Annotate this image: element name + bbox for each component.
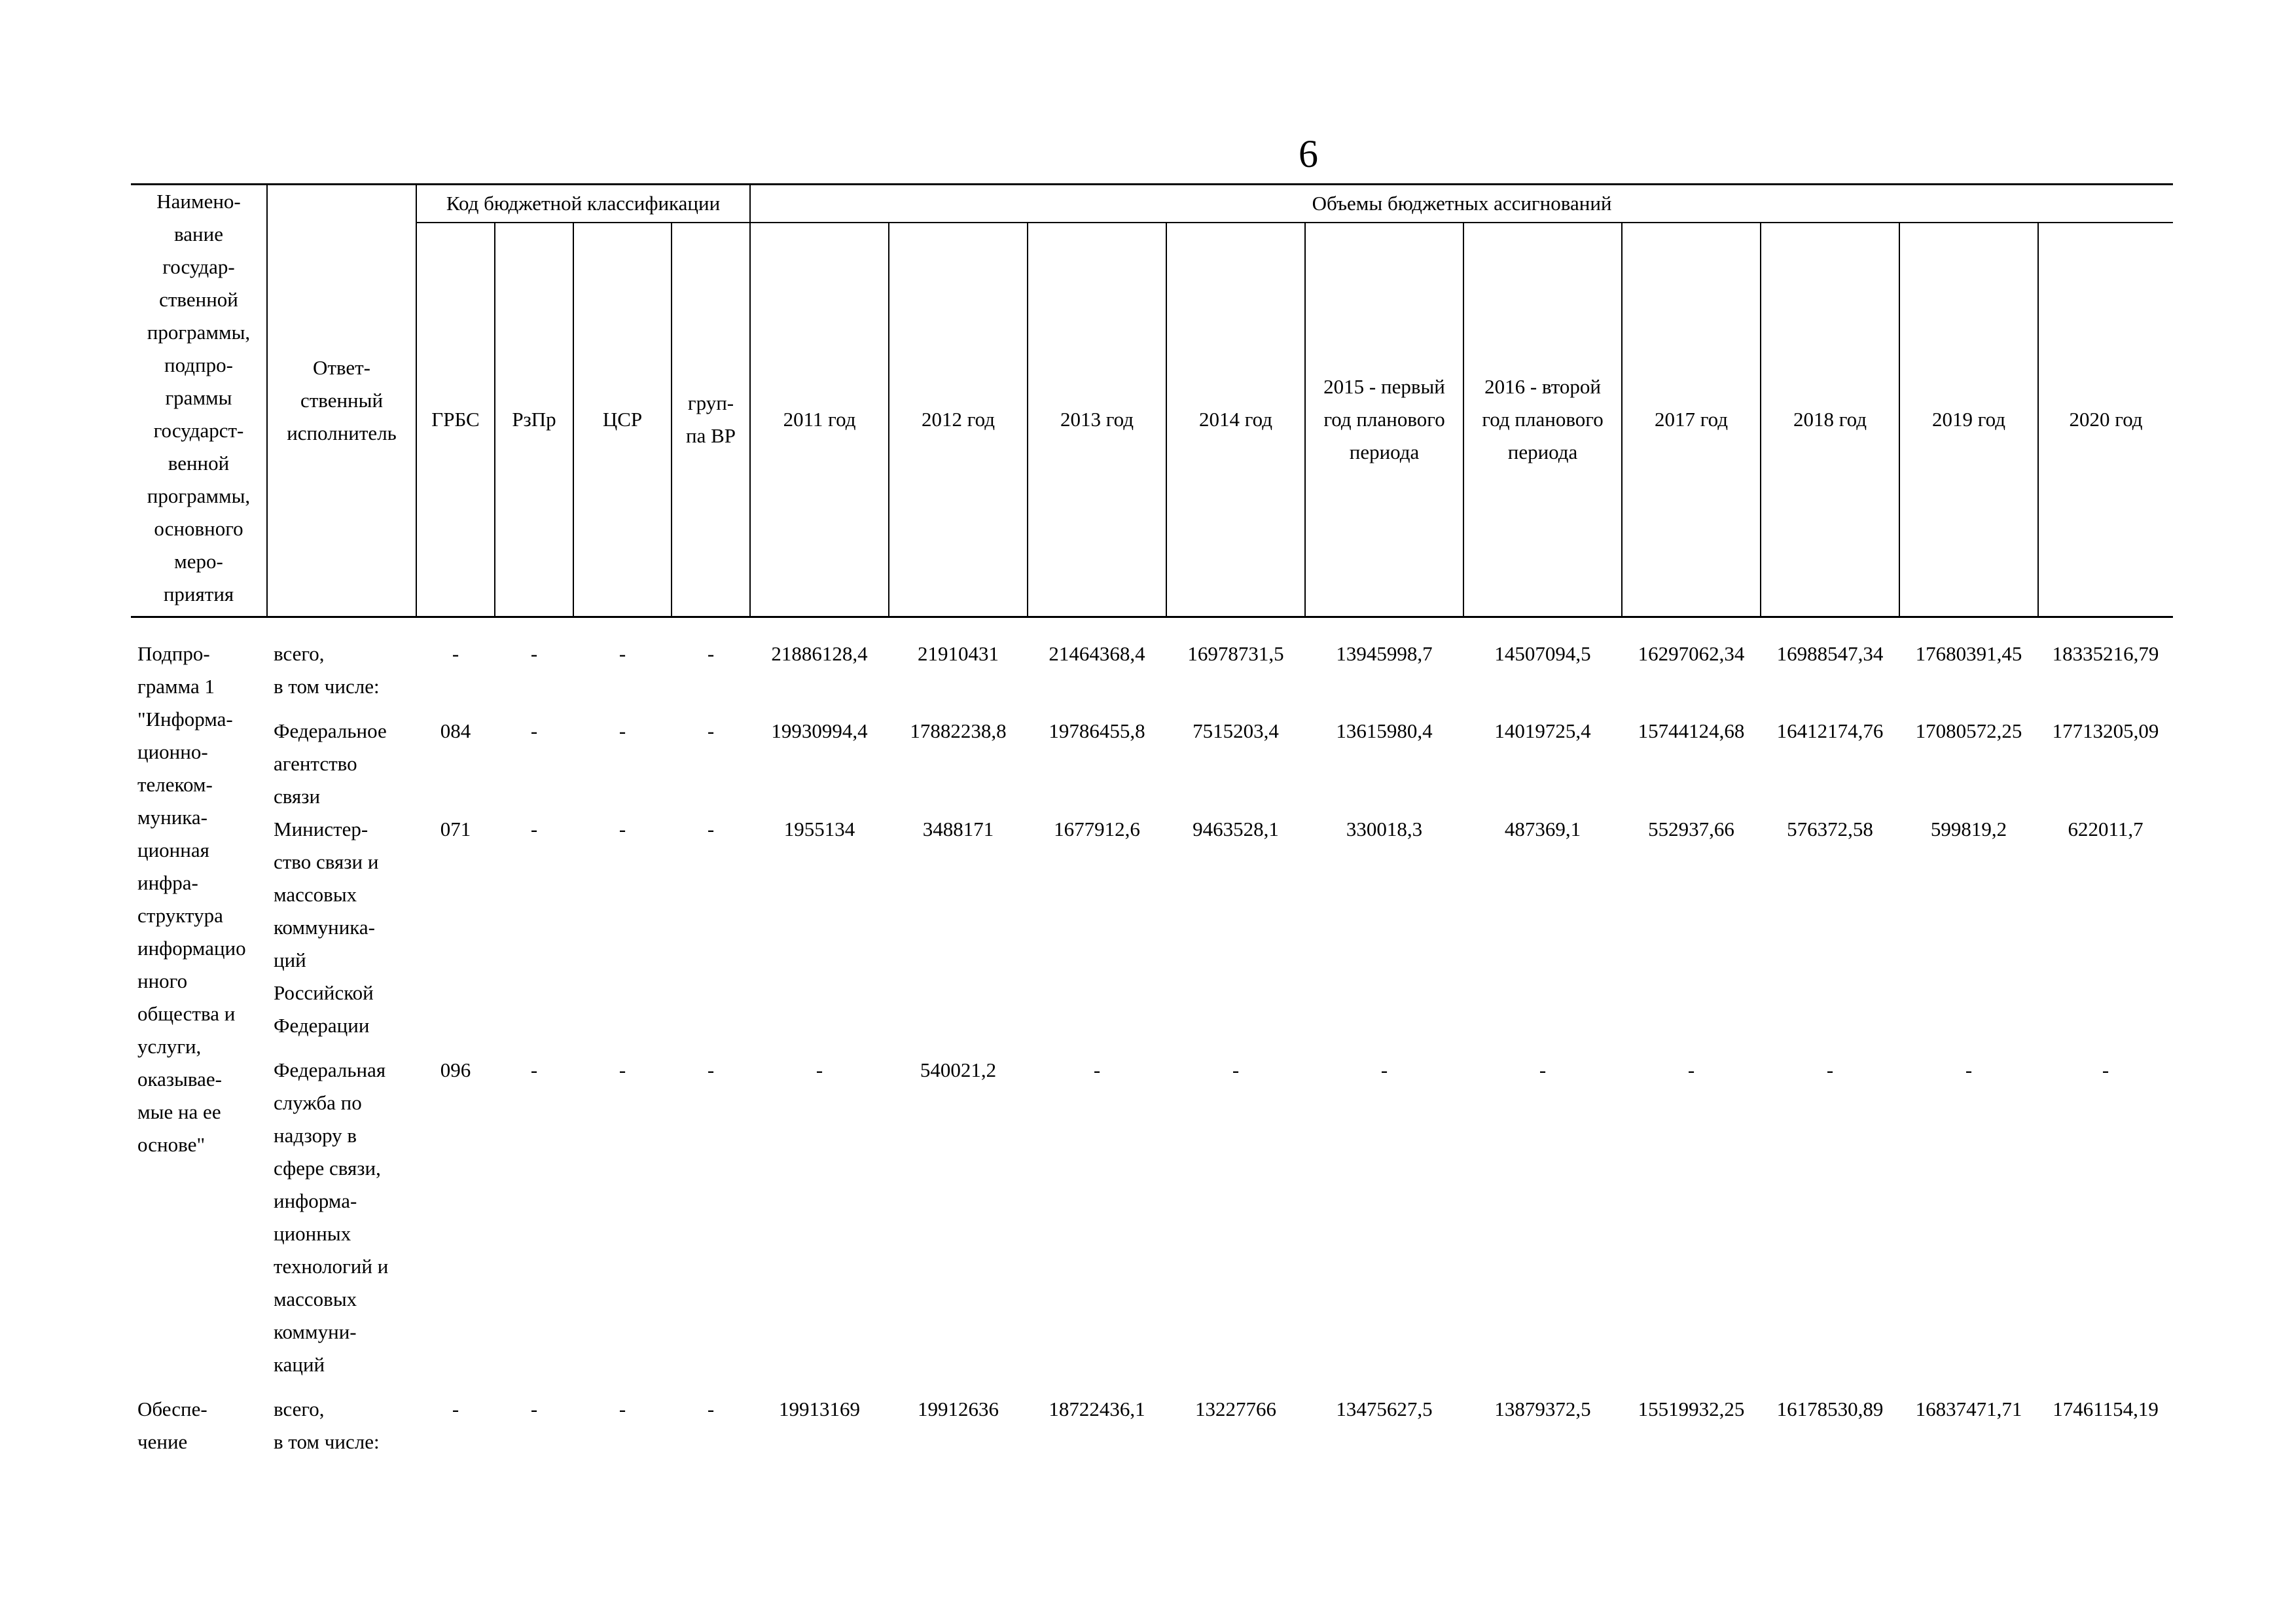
value-cell: - — [1687, 1058, 1695, 1081]
value-cell: 13879372,5 — [1494, 1398, 1591, 1420]
value-cell: 16178530,89 — [1776, 1398, 1884, 1420]
header-year-2016: 2016 - второй год планового периода — [1463, 223, 1622, 617]
code-cell: - — [530, 1058, 538, 1081]
value-cell: 17882238,8 — [910, 719, 1007, 742]
code-cell: 096 — [440, 1058, 471, 1081]
header-year-2018: 2018 год — [1761, 223, 1899, 617]
executor-cell: Министер- ство связи и массовых коммуника- ций Российской Федерации — [274, 818, 379, 1037]
value-cell: 16978731,5 — [1187, 642, 1284, 665]
table-header — [131, 185, 2173, 617]
header-volumes-group: Объемы бюджетных ассигнований — [750, 185, 2173, 223]
value-cell: 7515203,4 — [1193, 719, 1279, 742]
table-row — [131, 703, 2173, 813]
value-cell: 19912636 — [918, 1398, 999, 1420]
header-year-2019: 2019 год — [1899, 223, 2038, 617]
header-year-2014: 2014 год — [1166, 223, 1305, 617]
header-vr-group: груп- па ВР — [672, 223, 750, 617]
value-cell: 18335216,79 — [2052, 642, 2159, 665]
code-cell: - — [619, 642, 626, 665]
executor-cell: Федеральная служба по надзору в сфере связи, информа- ционных технологий и массовых коммуни- каций — [274, 1058, 389, 1376]
value-cell: 15744124,68 — [1638, 719, 1745, 742]
header-year-2013: 2013 год — [1028, 223, 1166, 617]
code-cell: 084 — [440, 719, 471, 742]
value-cell: - — [1826, 1058, 1834, 1081]
code-cell: - — [707, 818, 715, 840]
code-cell: - — [619, 719, 626, 742]
value-cell: 16412174,76 — [1776, 719, 1884, 742]
value-cell: - — [2102, 1058, 2109, 1081]
code-cell: - — [452, 642, 459, 665]
value-cell: 1677912,6 — [1054, 818, 1140, 840]
table-row — [131, 1381, 2173, 1458]
value-cell: 21910431 — [918, 642, 999, 665]
value-cell: 3488171 — [922, 818, 994, 840]
code-cell: - — [707, 719, 715, 742]
executor-cell: всего, в том числе: — [274, 642, 380, 698]
value-cell: 14507094,5 — [1494, 642, 1591, 665]
header-year-2011: 2011 год — [750, 223, 889, 617]
code-cell: - — [530, 818, 538, 840]
code-cell: - — [707, 1058, 715, 1081]
value-cell: 13475627,5 — [1336, 1398, 1433, 1420]
value-cell: 16837471,71 — [1915, 1398, 2022, 1420]
table-row — [131, 617, 2173, 704]
value-cell: 330018,3 — [1346, 818, 1423, 840]
code-cell: - — [707, 642, 715, 665]
header-year-2017: 2017 год — [1622, 223, 1761, 617]
code-cell: - — [707, 1398, 715, 1420]
value-cell: 599819,2 — [1930, 818, 2007, 840]
header-year-2012: 2012 год — [889, 223, 1028, 617]
code-cell: - — [530, 719, 538, 742]
value-cell: 17680391,45 — [1915, 642, 2022, 665]
value-cell: 552937,66 — [1648, 818, 1734, 840]
header-year-2020: 2020 год — [2038, 223, 2173, 617]
value-cell: 18722436,1 — [1049, 1398, 1145, 1420]
header-year-2015: 2015 - первый год планового периода — [1305, 223, 1463, 617]
value-cell: 13227766 — [1195, 1398, 1277, 1420]
code-cell: - — [530, 1398, 538, 1420]
code-cell: - — [530, 642, 538, 665]
value-cell: - — [1965, 1058, 1973, 1081]
value-cell: 15519932,25 — [1638, 1398, 1745, 1420]
code-cell: - — [619, 1398, 626, 1420]
value-cell: 13945998,7 — [1336, 642, 1433, 665]
executor-cell: Федеральное агентство связи — [274, 719, 387, 808]
executor-cell: всего, в том числе: — [274, 1398, 380, 1453]
table-row — [131, 813, 2173, 1042]
header-rzpr: РзПр — [495, 223, 573, 617]
header-name-column: Наимено- вание государ- ственной программы, подпро- граммы государст- венной программы, основного меро- приятия — [131, 185, 267, 617]
header-executor-column: Ответ- ственный исполнитель — [267, 185, 416, 617]
value-cell: 487369,1 — [1504, 818, 1581, 840]
value-cell: 17080572,25 — [1915, 719, 2022, 742]
value-cell: 21886128,4 — [771, 642, 868, 665]
value-cell: 1955134 — [783, 818, 855, 840]
value-cell: - — [1539, 1058, 1547, 1081]
table-row — [131, 1042, 2173, 1381]
value-cell: 17461154,19 — [2053, 1398, 2159, 1420]
table-body — [131, 617, 2173, 1459]
value-cell: 21464368,4 — [1049, 642, 1145, 665]
value-cell: 19786455,8 — [1049, 719, 1145, 742]
header-csr: ЦСР — [573, 223, 672, 617]
page-number: 6 — [1299, 132, 1318, 175]
value-cell: 622011,7 — [2068, 818, 2144, 840]
value-cell: 17713205,09 — [2052, 719, 2159, 742]
header-budget-code-group: Код бюджетной классификации — [416, 185, 750, 223]
value-cell: 9463528,1 — [1193, 818, 1279, 840]
value-cell: 16988547,34 — [1776, 642, 1884, 665]
value-cell: 16297062,34 — [1638, 642, 1745, 665]
value-cell: - — [1232, 1058, 1240, 1081]
value-cell: - — [816, 1058, 823, 1081]
value-cell: 13615980,4 — [1336, 719, 1433, 742]
budget-table — [131, 183, 2173, 1458]
value-cell: 19913169 — [779, 1398, 861, 1420]
code-cell: - — [619, 818, 626, 840]
program-name-support: Обеспе- чение — [137, 1398, 207, 1453]
value-cell: - — [1093, 1058, 1101, 1081]
value-cell: - — [1380, 1058, 1388, 1081]
code-cell: 071 — [440, 818, 471, 840]
value-cell: 540021,2 — [920, 1058, 997, 1081]
program-name-subprogram1: Подпро- грамма 1 "Информа- ционно- телеком- муника- ционная инфра- структура информацио нного общества и услуги, оказывае- мые на ее основe" — [137, 642, 246, 1156]
value-cell: 14019725,4 — [1494, 719, 1591, 742]
value-cell: 576372,58 — [1787, 818, 1873, 840]
code-cell: - — [619, 1058, 626, 1081]
header-grbs: ГРБС — [416, 223, 495, 617]
value-cell: 19930994,4 — [771, 719, 868, 742]
code-cell: - — [452, 1398, 459, 1420]
